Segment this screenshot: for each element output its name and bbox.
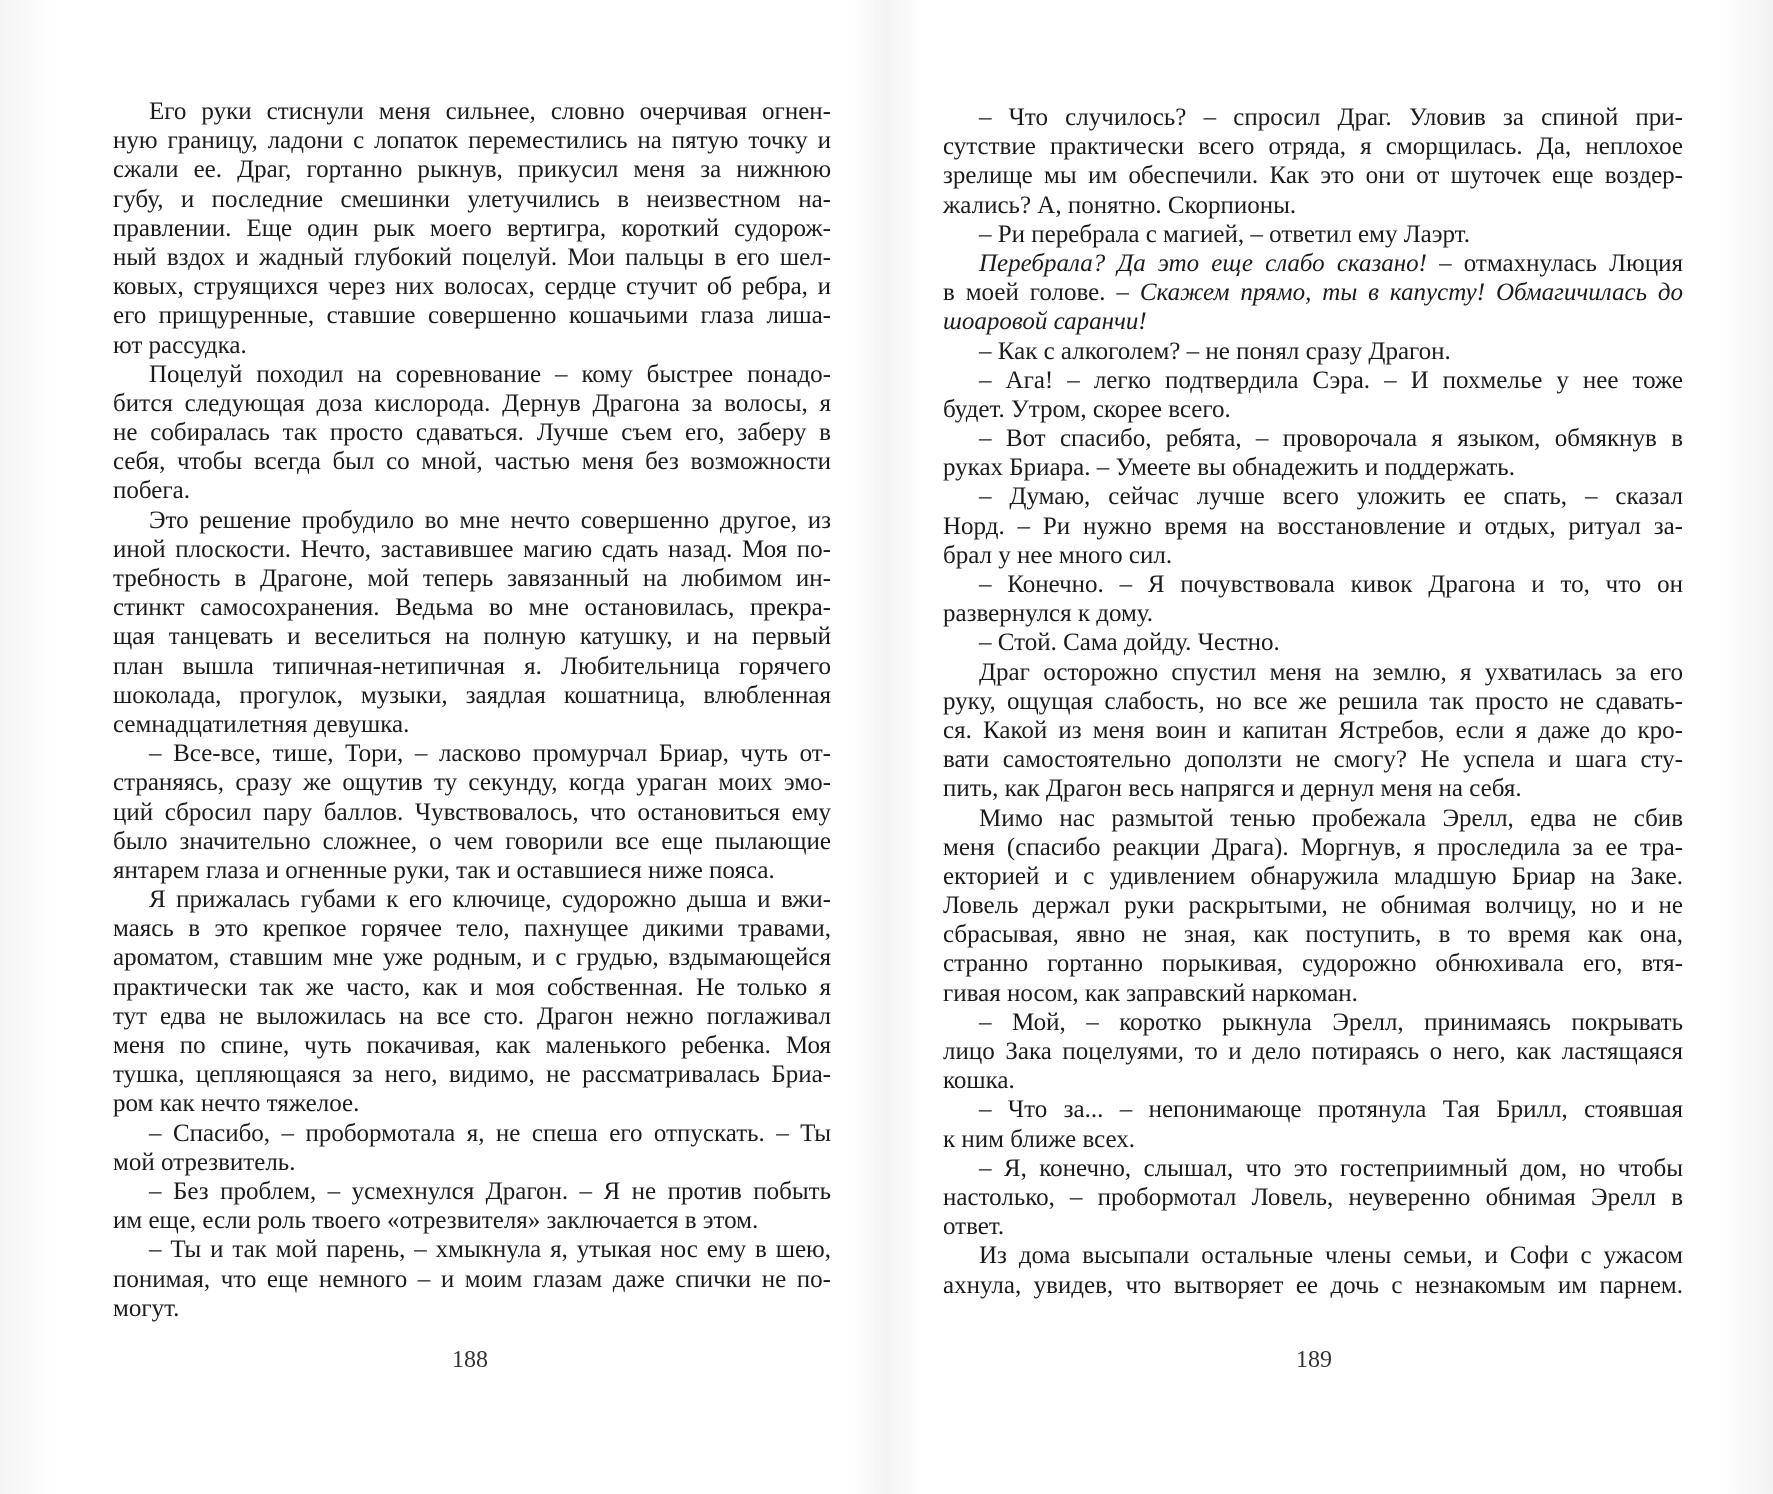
text-line: шоколада, прогулок, музыки, заядлая кошатница, влюбленная — [113, 681, 831, 709]
text-line: – Стой. Сама дойду. Честно. — [979, 629, 1280, 657]
text-line: бится следующая доза кислорода. Дернув Драгона за волосы, я — [113, 389, 831, 417]
text-line: руках Бриара. – Умеете вы обнадежить и поддержать. — [943, 454, 1515, 482]
text-line: щая танцевать и веселиться на полную катушку, и на первый — [113, 623, 831, 651]
text-line: ют рассудка. — [113, 331, 247, 359]
text-line: стинкт самосохранения. Ведьма во мне остановилась, прекра- — [113, 594, 831, 622]
text-line: Драг осторожно спустил меня на землю, я ухватилась за его — [979, 658, 1683, 686]
text-line: екторией и с удивлением обнаружила младшую Бриар на Заке. — [943, 862, 1683, 890]
text-line: вати самостоятельно доползти не смогу? Не успела и шага сту- — [943, 746, 1683, 774]
text-line: – Ты и так мой парень, – хмыкнула я, утыкая нос ему в шею, — [149, 1236, 831, 1264]
text-line: жались? А, понятно. Скорпионы. — [943, 191, 1297, 219]
text-line: ную границу, ладони с лопаток переместились на пятую точку и — [113, 127, 831, 155]
text-line: брал у нее много сил. — [943, 541, 1173, 569]
text-line: – Конечно. – Я почувствовала кивок Драгона и то, что он — [979, 571, 1683, 598]
text-line: сутствие практически всего отряда, я сморщилась. Да, неплохое — [943, 133, 1683, 161]
text-line: сбрасывая, явно не зная, как поступить, в то время как она, — [943, 921, 1683, 949]
text-line: тут едва не выложилась на все сто. Драгон нежно поглаживал — [113, 1002, 831, 1030]
text-line: его прищуренные, ставшие совершенно кошачьими глаза лиша- — [113, 302, 831, 330]
text-line: руку, ощущая слабость, но все же решила так просто не сдавать- — [943, 687, 1683, 715]
text-line: будет. Утром, скорее всего. — [943, 395, 1231, 423]
text-line: правлении. Еще один рык моего вертигра, короткий судорож- — [113, 214, 831, 242]
text-line: – Ри перебрала с магией, – ответил ему Лаэрт. — [979, 220, 1470, 248]
text-segment: – отмахнулась Люция — [1426, 249, 1683, 277]
text-line: ся. Какой из меня воин и капитан Ястребов, если я даже до кро- — [943, 716, 1683, 744]
text-line: не собиралась так просто сдаваться. Лучше съем его, заберу в — [113, 419, 831, 447]
text-line: – Думаю, сейчас лучше всего уложить ее спать, – сказал — [979, 483, 1683, 511]
text-line: требность в Драгоне, мой теперь завязанный на любимом ин- — [113, 565, 831, 592]
text-line: кошка. — [943, 1067, 1015, 1095]
text-line: развернулся к дому. — [943, 600, 1154, 628]
text-line: – Я, конечно, слышал, что это гостеприимный дом, но чтобы — [979, 1154, 1683, 1182]
text-line: меня (спасибо реакции Драга). Моргнув, я проследила за ее тра- — [943, 833, 1683, 861]
text-line: сжали ее. Драг, гортанно рыкнув, прикусил меня за нижнюю — [113, 156, 831, 184]
text-line: Мимо нас размытой тенью пробежала Эрелл, едва не сбив — [979, 804, 1683, 832]
text-line: тушка, цепляющаяся за него, видимо, не рассматривалась Бриа- — [113, 1061, 831, 1089]
text-line: – Вот спасибо, ребята, – проворочала я языком, обмякнув в — [979, 425, 1683, 453]
text-line: ций сбросил пару баллов. Чувствовалось, что остановиться ему — [113, 798, 831, 826]
right-page-text — [943, 103, 1683, 1300]
text-line: маясь в это крепкое горячее тело, пахнущее дикими травами, — [113, 915, 831, 943]
text-line: могут. — [113, 1294, 180, 1322]
text-line: к ним ближе всех. — [943, 1125, 1136, 1153]
text-line: ковых, струящихся через них волосах, сердце стучит об ребра, и — [113, 273, 831, 301]
text-line: ром как нечто тяжелое. — [113, 1090, 360, 1118]
text-line: странно гортанно порыкивая, судорожно обнюхивала его, втя- — [943, 950, 1683, 978]
italic-text: шоаровой саранчи! — [943, 308, 1147, 336]
text-line — [943, 278, 1683, 307]
text-line: Поцелуй походил на соревнование – кому быстрее понадо- — [149, 360, 831, 388]
text-line: страняясь, сразу же ощутив ту секунду, когда ураган моих эмо- — [113, 769, 831, 797]
text-line: пить, как Драгон весь напрягся и дернул меня на себя. — [943, 775, 1522, 803]
text-line: Норд. – Ри нужно время на восстановление и отдых, ритуал за- — [943, 512, 1683, 540]
text-line: Из дома высыпали остальные члены семьи, и Софи с ужасом — [979, 1242, 1683, 1270]
text-line: Это решение пробудило во мне нечто совершенно другое, из — [149, 506, 831, 534]
text-line: – Как с алкоголем? – не понял сразу Драгон. — [979, 337, 1451, 365]
text-segment: в моей голове. – — [943, 279, 1140, 307]
text-line: – Что за... – непонимающе протянула Тая Брилл, стоявшая — [979, 1096, 1683, 1124]
text-line: им еще, если роль твоего «отрезвителя» заключается в этом. — [113, 1207, 759, 1235]
text-line: себя, чтобы всегда был со мной, частью меня без возможности — [113, 448, 831, 476]
text-line: практически так же часто, как и моя собственная. Не только я — [113, 973, 831, 1001]
text-line: гивая носом, как заправский наркоман. — [943, 979, 1358, 1007]
page-number-left: 188 — [452, 1347, 488, 1373]
text-line: мой отрезвитель. — [113, 1148, 296, 1176]
text-line: план вышла типичная-нетипичная я. Любительница горячего — [113, 652, 831, 680]
text-line: было значительно сложнее, о чем говорили все еще пылающие — [113, 827, 831, 855]
text-line — [943, 249, 1683, 278]
text-line: – Без проблем, – усмехнулся Драгон. – Я не против побыть — [149, 1177, 831, 1205]
text-line: Ловель держал руки раскрытыми, не обнимая волчицу, но и не — [943, 892, 1683, 920]
text-line: Его руки стиснули меня сильнее, словно очерчивая огнен- — [149, 98, 831, 125]
text-line: ароматом, ставшим мне уже родным, и с грудью, вздымающейся — [113, 944, 831, 972]
text-line — [943, 307, 1683, 336]
text-line: – Спасибо, – пробормотала я, не спеша его отпускать. – Ты — [149, 1119, 831, 1147]
page-number-right: 189 — [1296, 1347, 1332, 1373]
text-line: Я прижалась губами к его ключице, судорожно дыша и вжи- — [149, 886, 831, 914]
text-line: настолько, – пробормотал Ловель, неуверенно обнимая Эрелл в — [943, 1183, 1683, 1211]
text-line: понимая, что еще немного – и моим глазам даже спички не по- — [113, 1265, 831, 1293]
text-line: ахнула, увидев, что вытворяет ее дочь с незнакомым им парнем. — [943, 1271, 1683, 1299]
text-line: иной плоскости. Нечто, заставившее магию сдать назад. Моя по- — [113, 535, 831, 563]
text-line: губу, и последние смешинки улетучились в неизвестном на- — [113, 185, 831, 213]
text-line: – Мой, – коротко рыкнула Эрелл, принимаясь покрывать — [979, 1008, 1683, 1036]
text-line: ответ. — [943, 1213, 1005, 1241]
text-line: семнадцатилетняя девушка. — [113, 710, 410, 738]
text-line: побега. — [113, 477, 190, 505]
text-line: лицо Зака поцелуями, то и дело потираясь о него, как ластящаяся — [943, 1038, 1683, 1065]
text-line: меня по спине, чуть покачивая, как маленького ребенка. Моя — [113, 1032, 831, 1059]
text-line: – Все-все, тише, Тори, – ласково промурчал Бриар, чуть от- — [149, 740, 831, 768]
text-line: зрелище мы им обеспечили. Как это они от шуточек еще воздер- — [943, 162, 1683, 190]
italic-text: Скажем прямо, ты в капусту! Обмагичилась до — [1139, 279, 1684, 307]
text-line: ный вздох и жадный глубокий поцелуй. Мои пальцы в его шел- — [113, 243, 831, 271]
text-line: – Ага! – легко подтвердила Сэра. – И похмелье у нее тоже — [979, 366, 1683, 394]
text-line: янтарем глаза и огненные руки, так и оставшиеся ниже пояса. — [113, 856, 775, 884]
text-line: – Что случилось? – спросил Драг. Уловив за спиной при- — [979, 104, 1683, 131]
left-page-text — [113, 97, 831, 1323]
italic-text: Перебрала? Да это еще слабо сказано! — [979, 249, 1427, 277]
